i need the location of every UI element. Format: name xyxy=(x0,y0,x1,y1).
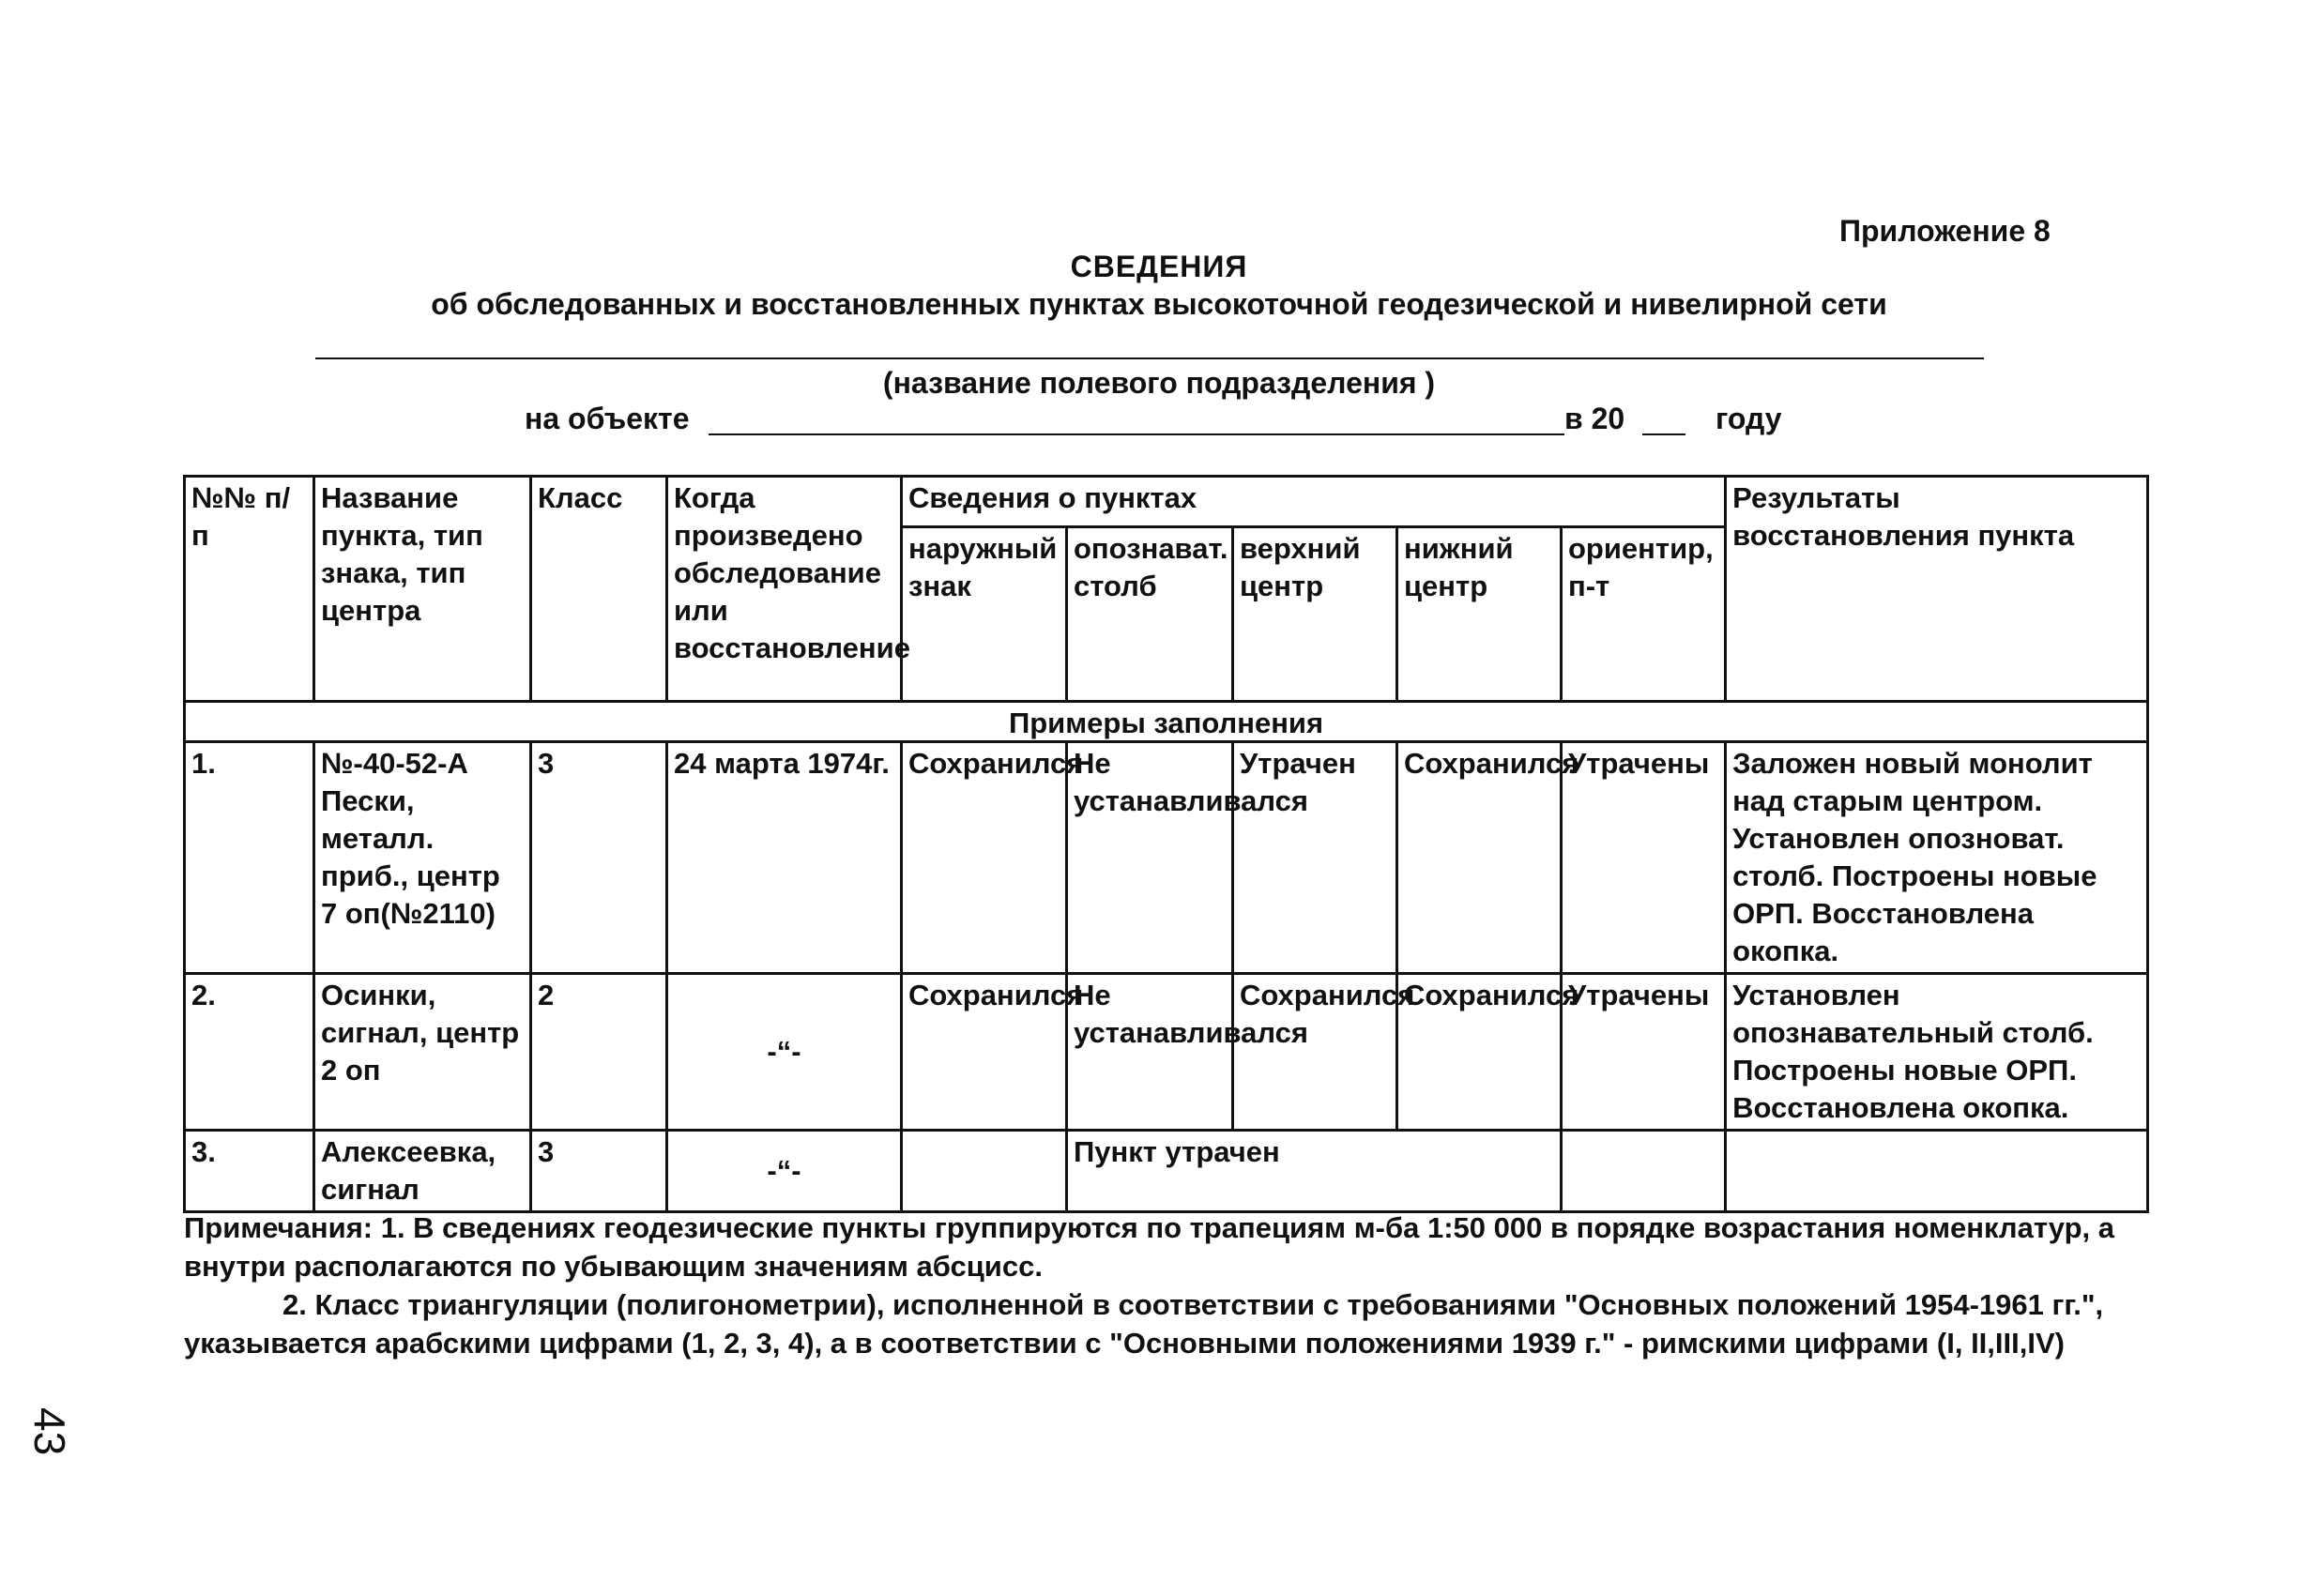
header-when: Когда произведено обследование или восстановление xyxy=(667,477,902,702)
note-2: 2. Класс триангуляции (полигонометрии), исполненной в соответствии с требованиями "Основных положений 1954-1961 гг.", указывается арабскими цифрами (1, 2, 3, 4), а в соответствии с "Основными положениями 1939 г." - римскими цифрами (I, II,III,IV) xyxy=(184,1288,2104,1360)
cell-class: 3 xyxy=(531,1131,667,1212)
division-name-blank xyxy=(315,357,1984,359)
cell-orient: Утрачены xyxy=(1562,742,1726,974)
cell-orient: Утрачены xyxy=(1562,974,1726,1131)
cell-num: 3. xyxy=(185,1131,314,1212)
object-line xyxy=(0,402,2217,443)
cell-orient xyxy=(1562,1131,1726,1212)
cell-when: 24 марта 1974г. xyxy=(667,742,902,974)
note-1: Примечания: 1. В сведениях геодезические пункты группируются по трапециям м-ба 1:50 000 в порядке возрастания номенклатур, а внутри располагаются по убывающим значениям абсцисс. xyxy=(184,1211,2115,1283)
year-prefix: в 20 xyxy=(1564,402,1625,435)
object-label: на объекте xyxy=(525,402,690,435)
cell-lower-center: Сохранился xyxy=(1397,974,1562,1131)
header-info: Сведения о пунктах xyxy=(902,477,1726,527)
survey-table xyxy=(183,475,2149,1213)
cell-class: 3 xyxy=(531,742,667,974)
cell-upper-center: Сохранился xyxy=(1233,974,1397,1131)
header-class: Класс xyxy=(531,477,667,702)
appendix-label: Приложение 8 xyxy=(1839,214,2051,248)
cell-lower-center: Сохранился xyxy=(1397,742,1562,974)
year-blank xyxy=(1642,433,1685,435)
examples-label: Примеры заполнения xyxy=(185,702,2148,742)
cell-num: 1. xyxy=(185,742,314,974)
subheader-outer-sign: наружный знак xyxy=(902,527,1067,702)
cell-name: Осинки, сигнал, центр 2 оп xyxy=(314,974,531,1131)
subheader-upper-center: верхний центр xyxy=(1233,527,1397,702)
subheader-post: опознават. столб xyxy=(1067,527,1233,702)
subheader-lower-center: нижний центр xyxy=(1397,527,1562,702)
cell-when: -“- xyxy=(667,1131,902,1212)
notes xyxy=(184,1208,2164,1362)
examples-row xyxy=(185,702,2148,742)
cell-upper-center: Утрачен xyxy=(1233,742,1397,974)
cell-outer-sign: Сохранился xyxy=(902,974,1067,1131)
cell-result: Заложен новый монолит над старым центром. Установлен опозноват. столб. Построены новые ОРП. Восстановлена окопка. xyxy=(1726,742,2148,974)
year-suffix: году xyxy=(1716,402,1782,435)
division-caption: (название полевого подразделения ) xyxy=(882,366,1436,400)
header-name: Название пункта, тип знака, тип центра xyxy=(314,477,531,702)
cell-outer-sign: Сохранился xyxy=(902,742,1067,974)
object-blank xyxy=(709,433,1564,435)
cell-name: №-40-52-А Пески, металл. приб., центр 7 оп(№2110) xyxy=(314,742,531,974)
document-subtitle: об обследованных и восстановленных пунктах высокоточной геодезической и нивелирной сети xyxy=(431,287,1887,321)
cell-lost: Пункт утрачен xyxy=(1067,1131,1562,1212)
cell-result: Установлен опознавательный столб. Построены новые ОРП. Восстановлена окопка. xyxy=(1726,974,2148,1131)
cell-post: Не устанавливался xyxy=(1067,742,1233,974)
cell-class: 2 xyxy=(531,974,667,1131)
subheader-orient: ориентир, п-т xyxy=(1562,527,1726,702)
cell-when: -“- xyxy=(667,974,902,1131)
cell-name: Алексеевка, сигнал xyxy=(314,1131,531,1212)
table-row xyxy=(185,742,2148,974)
header-num: №№ п/п xyxy=(185,477,314,702)
cell-result xyxy=(1726,1131,2148,1212)
cell-outer-sign xyxy=(902,1131,1067,1212)
table-row xyxy=(185,1131,2148,1212)
document-title: СВЕДЕНИЯ xyxy=(1070,250,1248,283)
table-row xyxy=(185,974,2148,1131)
header-row xyxy=(185,477,2148,527)
cell-post: Не устанавливался xyxy=(1067,974,1233,1131)
page-number: 43 xyxy=(25,1407,74,1456)
cell-num: 2. xyxy=(185,974,314,1131)
header-results: Результаты восстановления пункта xyxy=(1726,477,2148,702)
